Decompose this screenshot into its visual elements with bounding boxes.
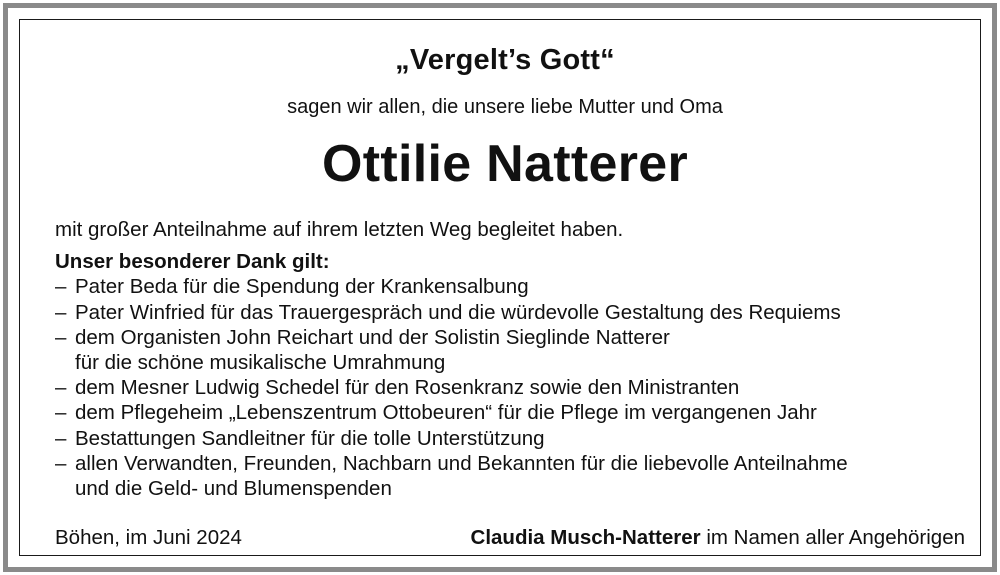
notice-body bbox=[55, 217, 975, 501]
thanks-title: Unser besonderer Dank gilt: bbox=[55, 250, 330, 274]
signature bbox=[471, 526, 965, 550]
list-item bbox=[55, 300, 975, 325]
list-item-line: dem Pflegeheim „Lebenszentrum Ottobeuren“ für die Pflege im vergangenen Jahr bbox=[75, 401, 817, 425]
list-dash: – bbox=[55, 426, 67, 450]
list-dash: – bbox=[55, 275, 67, 299]
list-dash: – bbox=[55, 325, 67, 349]
place-date: Böhen, im Juni 2024 bbox=[55, 526, 242, 549]
list-item bbox=[55, 400, 975, 425]
list-item-line: dem Mesner Ludwig Schedel für den Rosenkranz sowie den Ministranten bbox=[75, 376, 740, 400]
deceased-name: Ottilie Natterer bbox=[321, 135, 688, 193]
notice-subline: sagen wir allen, die unsere liebe Mutter und Oma bbox=[287, 96, 723, 118]
notice-frame bbox=[3, 3, 997, 572]
list-item bbox=[55, 426, 975, 451]
list-item bbox=[55, 375, 975, 400]
notice-lead-text: mit großer Anteilnahme auf ihrem letzten Weg begleitet haben. bbox=[55, 218, 624, 241]
list-item bbox=[55, 325, 975, 375]
list-dash: – bbox=[55, 401, 67, 425]
thanks-list bbox=[55, 274, 975, 501]
list-item-line: für die schöne musikalische Umrahmung bbox=[75, 351, 446, 375]
list-item-line: Pater Winfried für das Trauergespräch und die würdevolle Gestaltung des Requiems bbox=[75, 300, 841, 324]
list-dash: – bbox=[55, 300, 67, 324]
list-item-line: allen Verwandten, Freunden, Nachbarn und Bekannten für die liebevolle Anteilnahme bbox=[75, 451, 848, 475]
list-item-line: und die Geld- und Blumenspenden bbox=[75, 477, 392, 501]
list-item-line: Bestattungen Sandleitner für die tolle Unterstützung bbox=[75, 426, 545, 450]
list-item bbox=[55, 274, 975, 299]
list-item-line: Pater Beda für die Spendung der Krankensalbung bbox=[75, 275, 529, 299]
list-item bbox=[55, 451, 975, 501]
signature-name: Claudia Musch-Natterer bbox=[470, 526, 701, 549]
list-dash: – bbox=[55, 451, 67, 475]
notice-heading: „Vergelt’s Gott“ bbox=[395, 44, 615, 76]
list-item-line: dem Organisten John Reichart und der Solistin Sieglinde Natterer bbox=[75, 325, 670, 349]
list-dash: – bbox=[55, 376, 67, 400]
signature-suffix: im Namen aller Angehörigen bbox=[700, 526, 965, 549]
